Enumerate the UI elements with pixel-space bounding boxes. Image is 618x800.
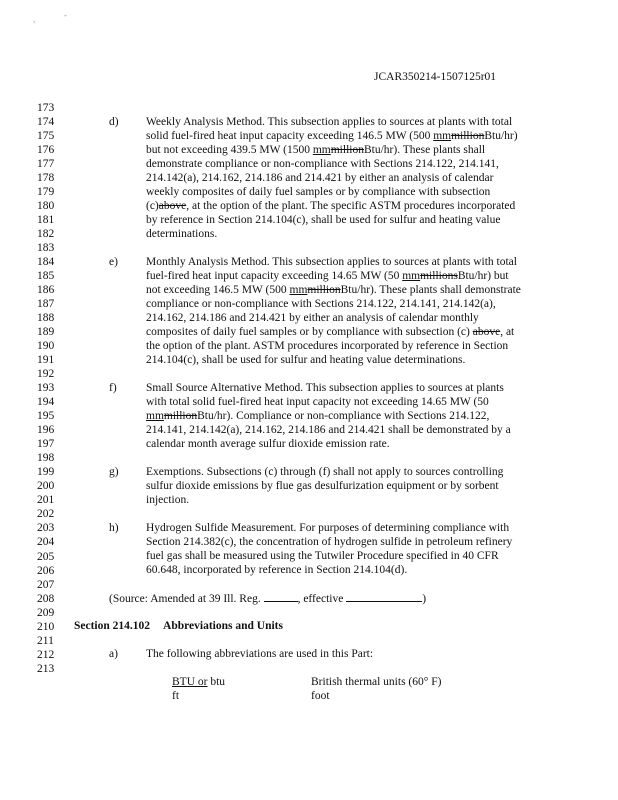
line-number: 192	[37, 368, 55, 381]
line-number: 173	[37, 102, 55, 114]
paragraph-e-line: composites of daily fuel samples or by compliance with subsection (c) above, at	[146, 326, 515, 338]
line-number: 180	[37, 200, 55, 213]
paragraph-label-d: d)	[109, 116, 119, 128]
paragraph-label-e: e)	[109, 256, 118, 268]
corner-mark: -	[64, 10, 67, 20]
line-number: 204	[37, 536, 55, 549]
line-number: 186	[37, 284, 55, 297]
paragraph-f-line: Small Source Alternative Method. This subsection applies to sources at plants	[146, 382, 504, 394]
paragraph-h-line: Hydrogen Sulfide Measurement. For purposes of determining compliance with	[146, 522, 510, 534]
paragraph-g-line: sulfur dioxide emissions by flue gas desulfurization equipment or by sorbent	[146, 480, 499, 492]
deleted-text: million	[330, 144, 364, 156]
line-number: 213	[37, 662, 55, 675]
paragraph-g-line: Exemptions. Subsections (c) through (f) shall not apply to sources controlling	[146, 466, 504, 478]
paragraph-f-line: with total solid fuel-fired heat input capacity not exceeding 14.65 MW (50	[146, 396, 489, 408]
paragraph-label-a: a)	[109, 648, 118, 660]
section-heading	[74, 619, 283, 633]
line-number: 212	[37, 648, 55, 661]
line-number: 176	[37, 144, 55, 157]
deleted-text: million	[307, 284, 341, 296]
paragraph-g-line: injection.	[146, 494, 190, 506]
line-number: 199	[37, 466, 55, 479]
paragraph-e-line: the option of the plant. ASTM procedures incorporated by reference in Section	[146, 340, 509, 352]
line-number: 200	[37, 480, 55, 493]
line-number: 188	[37, 312, 55, 325]
line-number: 198	[37, 452, 55, 465]
line-number: 187	[37, 298, 55, 311]
source-note: (Source: Amended at 39 Ill. Reg. , effective )	[109, 593, 427, 605]
line-number: 183	[37, 242, 55, 255]
paragraph-d-line: by reference in Section 214.104(c), shall be used for sulfur and heating value	[146, 214, 501, 226]
section-title: Abbreviations and Units	[163, 620, 283, 632]
line-number: 195	[37, 410, 55, 423]
line-number: 182	[37, 228, 55, 241]
paragraph-d-line: Weekly Analysis Method. This subsection applies to sources at plants with total	[146, 116, 513, 128]
inserted-text: mm	[289, 284, 308, 296]
paragraph-d-line: solid fuel-fired heat input capacity exceeding 146.5 MW (500 mmmillionBtu/hr)	[146, 130, 518, 142]
line-number: 177	[37, 158, 55, 171]
paragraph-e-line: 214.162, 214.186 and 214.421 by either an analysis of calendar monthly	[146, 312, 479, 324]
paragraph-e-line: Monthly Analysis Method. This subsection applies to sources at plants with total	[146, 256, 517, 268]
line-number: 194	[37, 396, 55, 409]
line-number: 184	[37, 256, 55, 269]
line-number: 208	[37, 592, 55, 605]
line-number: 193	[37, 382, 55, 395]
line-number: 202	[37, 508, 55, 521]
corner-mark: ,	[33, 14, 36, 24]
line-number: 201	[37, 494, 55, 507]
abbreviation-meaning: British thermal units (60° F)	[311, 676, 442, 688]
line-number: 191	[37, 354, 55, 367]
line-number: 207	[37, 578, 55, 591]
paragraph-e-line: compliance or non-compliance with Sections 214.122, 214.141, 214.142(a),	[146, 298, 496, 310]
paragraph-f-line: calendar month average sulfur dioxide emission rate.	[146, 438, 390, 450]
inserted-text: mm	[402, 270, 421, 282]
paragraph-a-text: The following abbreviations are used in this Part:	[146, 648, 374, 660]
line-number: 175	[37, 130, 55, 143]
paragraph-f-line: 214.141, 214.142(a), 214.162, 214.186 and 214.421 shall be demonstrated by a	[146, 424, 511, 436]
inserted-text: mm	[312, 144, 331, 156]
line-numbers	[37, 101, 54, 676]
abbreviation: BTU or btu	[172, 676, 226, 688]
paragraph-h-line: 60.648, incorporated by reference in Section 214.104(d).	[146, 564, 408, 576]
paragraph-e-line: 214.104(c), shall be used for sulfur and heating value determinations.	[146, 354, 466, 366]
inserted-text: BTU or	[172, 676, 208, 688]
line-number: 196	[37, 424, 55, 437]
line-number: 190	[37, 340, 55, 353]
paragraph-d-line: but not exceeding 439.5 MW (1500 mmmillionBtu/hr). These plants shall	[146, 144, 486, 156]
abbreviation-meaning: foot	[311, 690, 330, 702]
line-number: 205	[37, 550, 55, 563]
deleted-text: million	[163, 410, 198, 422]
line-number: 206	[37, 564, 55, 577]
paragraph-d-line: (c)above, at the option of the plant. The specific ASTM procedures incorporated	[146, 200, 516, 212]
paragraph-d-line: 214.142(a), 214.162, 214.186 and 214.421 by either an analysis of calendar	[146, 172, 494, 184]
paragraph-label-h: h)	[109, 522, 119, 534]
paragraph-e-line: fuel-fired heat input capacity exceeding 14.65 MW (50 mmmillionsBtu/hr) but	[146, 270, 509, 282]
section-number: Section 214.102	[74, 620, 151, 632]
line-number: 203	[37, 522, 55, 535]
paragraph-d-line: weekly composites of daily fuel samples or by compliance with subsection	[146, 186, 491, 198]
paragraph-h-line: Section 214.382(c), the concentration of hydrogen sulfide in petroleum refinery	[146, 536, 513, 548]
line-number: 210	[37, 620, 55, 633]
inserted-text: mm	[433, 130, 452, 142]
paragraph-h-line: fuel gas shall be measured using the Tutwiler Procedure specified in 40 CFR	[146, 550, 499, 562]
deleted-text: above	[158, 200, 187, 212]
deleted-text: million	[451, 130, 485, 142]
line-number: 181	[37, 214, 55, 227]
line-number: 174	[37, 116, 55, 129]
deleted-text: millions	[420, 270, 458, 282]
abbreviation: ft	[172, 690, 180, 702]
inserted-text: mm	[146, 410, 164, 422]
line-number: 179	[37, 186, 55, 199]
paragraph-d-line: determinations.	[146, 228, 218, 240]
line-number: 178	[37, 172, 55, 185]
paragraph-f-line: mmmillionBtu/hr). Compliance or non-compliance with Sections 214.122,	[146, 410, 490, 422]
line-number: 185	[37, 270, 55, 283]
deleted-text: above	[472, 326, 501, 338]
line-number: 209	[37, 606, 55, 619]
line-number: 211	[37, 634, 54, 647]
paragraph-e-line: not exceeding 146.5 MW (500 mmmillionBtu/hr). These plants shall demonstrate	[146, 284, 521, 296]
paragraph-label-g: g)	[109, 466, 119, 478]
document-id: JCAR350214-1507125r01	[374, 71, 497, 83]
paragraph-label-f: f)	[109, 382, 117, 394]
line-number: 189	[37, 326, 55, 339]
paragraph-d-line: demonstrate compliance or non-compliance with Sections 214.122, 214.141,	[146, 158, 499, 170]
line-number: 197	[37, 438, 55, 451]
